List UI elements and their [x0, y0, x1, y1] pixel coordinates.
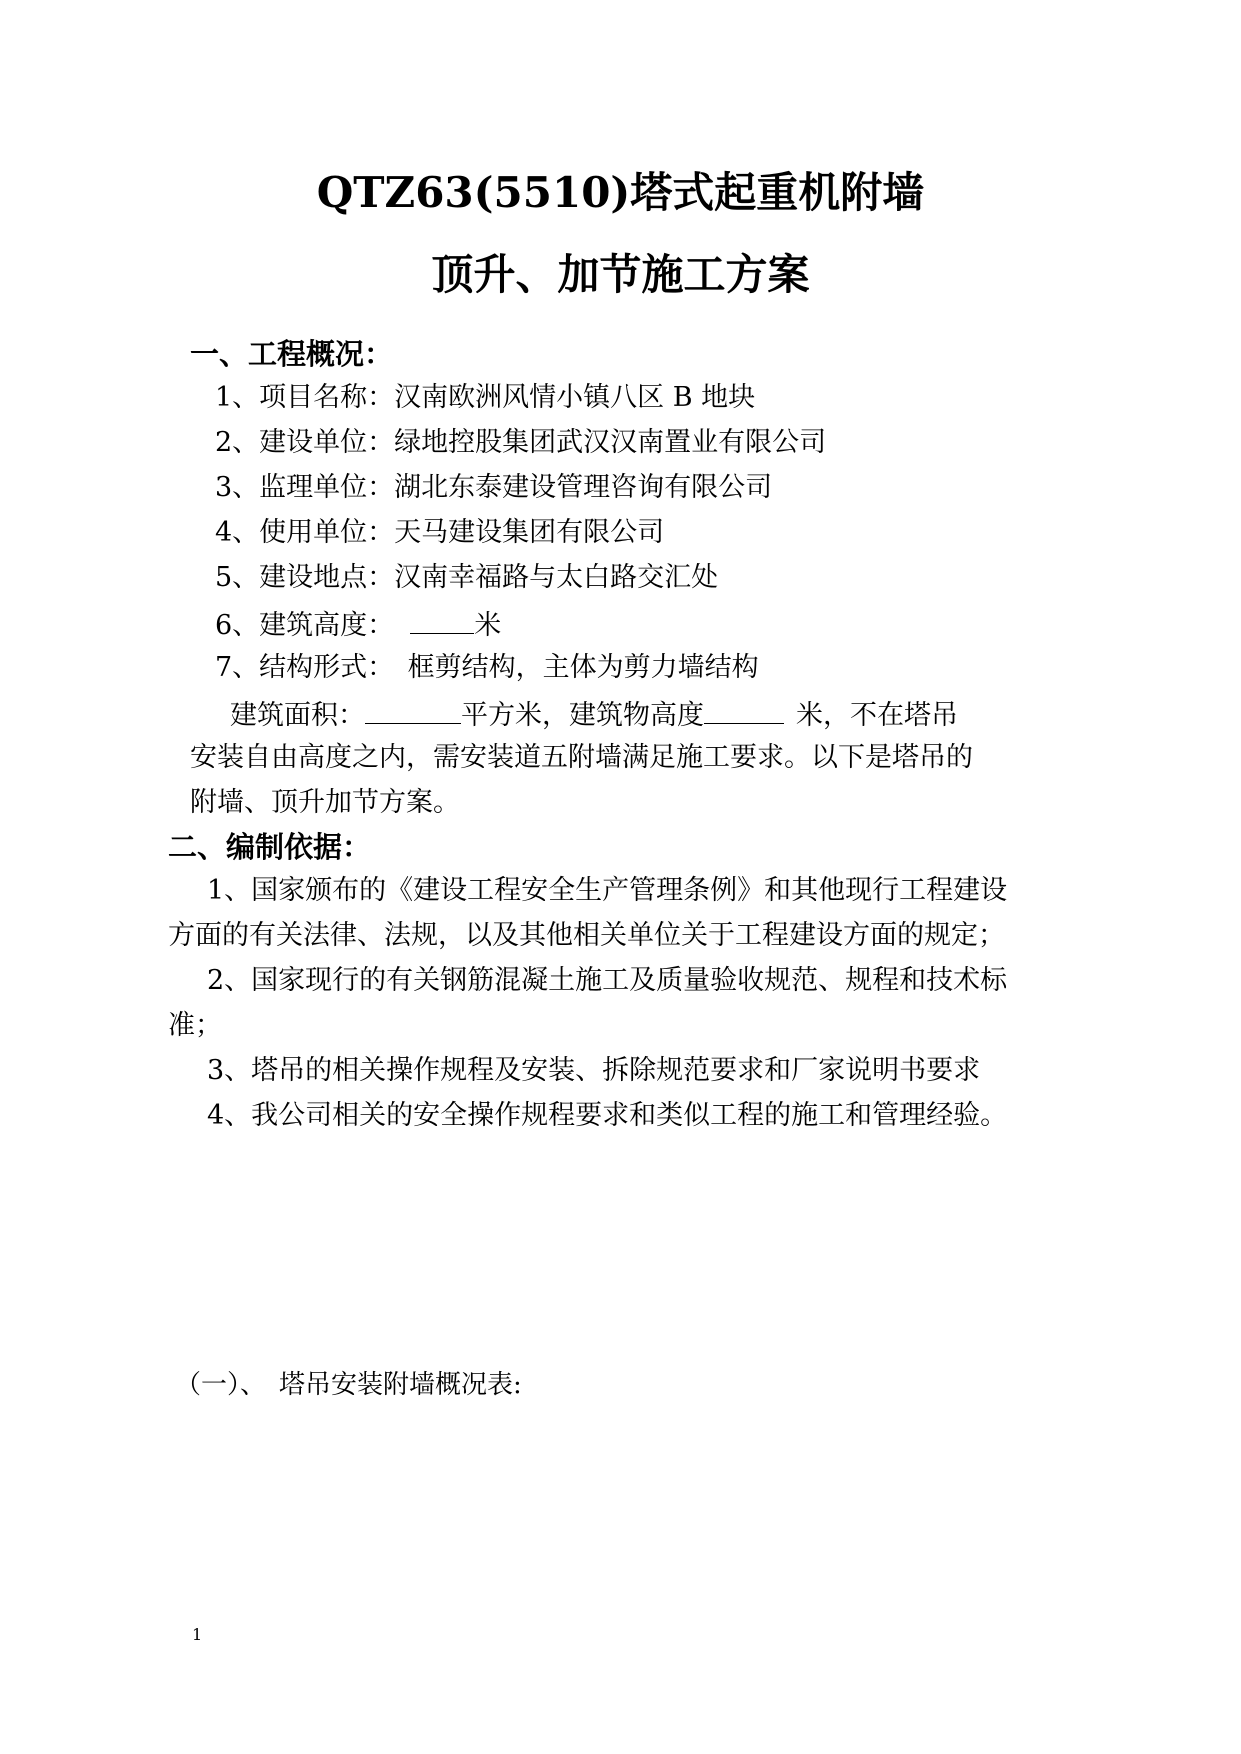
document-title-line1: QTZ63(5510)塔式起重机附墙: [316, 168, 925, 217]
document-title-line2: 顶升、加节施工方案: [431, 250, 810, 299]
overview-desc-line2: 安装自由高度之内，需安装道五附墙满足施工要求。以下是塔吊的: [190, 742, 973, 773]
building-height-unit: 米: [474, 610, 502, 641]
overview-desc-line3: 附墙、顶升加节方案。: [190, 787, 460, 818]
section1-heading: 一、工程概况：: [190, 337, 394, 371]
building-area-unit: 平方米，建筑物高度: [461, 700, 704, 731]
construction-unit-item: 2、建设单位：绿地控股集团武汉汉南置业有限公司: [215, 427, 827, 458]
building-height-label: 6、建筑高度：: [215, 610, 395, 641]
supervision-unit-item: 3、监理单位：湖北东泰建设管理咨询有限公司: [215, 472, 773, 503]
building-height-item: [215, 605, 501, 644]
basis-item4: 4、我公司相关的安全操作规程要求和类似工程的施工和管理经验。: [207, 1100, 1008, 1131]
user-unit-item: 4、使用单位：天马建设集团有限公司: [215, 517, 665, 548]
basis-item2-line1: 2、国家现行的有关钢筋混凝土施工及质量验收规范、规程和技术标: [207, 965, 1008, 996]
building-height-blank: [410, 605, 474, 634]
basis-item3: 3、塔吊的相关操作规程及安装、拆除规范要求和厂家说明书要求: [207, 1055, 981, 1086]
basis-item1-line1: 1、国家颁布的《建设工程安全生产管理条例》和其他现行工程建设: [207, 875, 1008, 906]
basis-item1-line2: 方面的有关法律、法规，以及其他相关单位关于工程建设方面的规定；: [168, 920, 1005, 951]
building-area-tail: 米，不在塔吊: [796, 700, 958, 731]
building-area-blank: [365, 695, 461, 724]
building-area-label: 建筑面积：: [230, 700, 365, 731]
structure-type-item: 7、结构形式： 框剪结构，主体为剪力墙结构: [215, 652, 759, 683]
construction-site-item: 5、建设地点：汉南幸福路与太白路交汇处: [215, 562, 719, 593]
basis-item2-line2: 准；: [168, 1010, 222, 1041]
page-number: 1: [192, 1625, 203, 1644]
building-height-blank-2: [704, 695, 784, 724]
section2-heading: 二、编制依据：: [168, 830, 372, 864]
building-area-line: [230, 695, 958, 734]
tower-crane-wall-table-label: （一）、 塔吊安装附墙概况表:: [175, 1370, 522, 1400]
project-name-item: 1、项目名称：汉南欧洲风情小镇八区 B 地块: [215, 382, 756, 413]
